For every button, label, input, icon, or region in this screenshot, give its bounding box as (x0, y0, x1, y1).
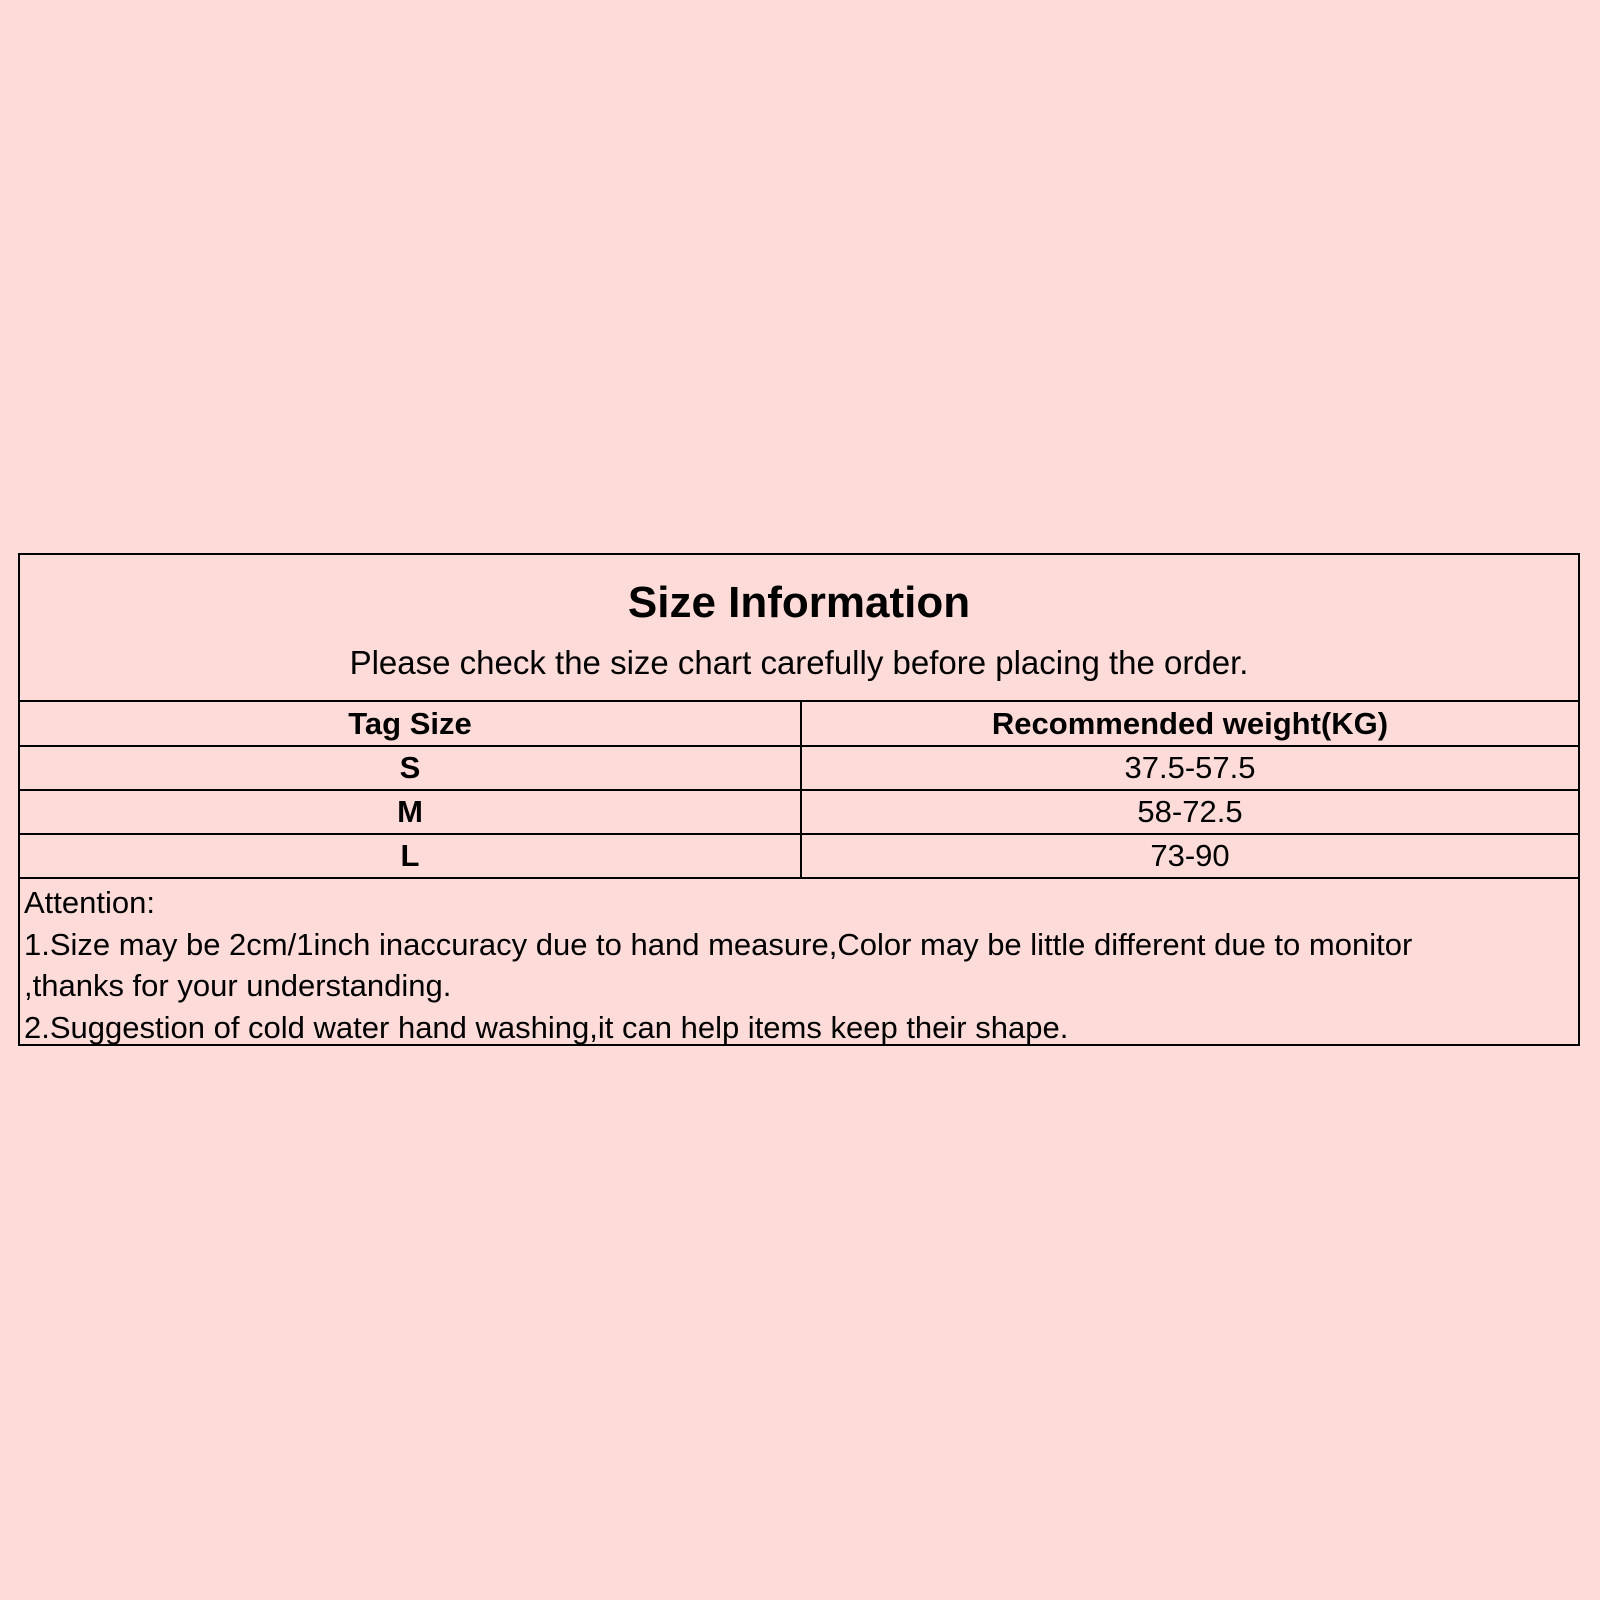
size-cell: M (20, 790, 801, 834)
attention-heading: Attention: (24, 885, 155, 920)
weight-cell: 73-90 (801, 834, 1578, 878)
size-cell: L (20, 834, 801, 878)
size-cell: S (20, 746, 801, 790)
card-title: Size Information (627, 578, 971, 627)
attention-line: 1.Size may be 2cm/1inch inaccuracy due to hand measure,Color may be little different due to monitor (24, 926, 1413, 962)
table-row (20, 834, 1578, 878)
card-header (20, 555, 1578, 702)
attention-line: 2.Suggestion of cold water hand washing,it can help items keep their shape. (24, 1009, 1069, 1045)
size-information-card (18, 553, 1580, 1046)
header-tag-size: Tag Size (20, 702, 801, 746)
card-subtitle: Please check the size chart carefully before placing the order. (349, 644, 1249, 681)
weight-cell: 58-72.5 (801, 790, 1578, 834)
size-table (20, 702, 1578, 879)
header-recommended-weight: Recommended weight(KG) (801, 702, 1578, 746)
weight-cell: 37.5-57.5 (801, 746, 1578, 790)
table-row (20, 790, 1578, 834)
table-row (20, 746, 1578, 790)
table-header-row (20, 702, 1578, 746)
attention-notes (20, 879, 1578, 1048)
attention-line: ,thanks for your understanding. (24, 968, 452, 1003)
